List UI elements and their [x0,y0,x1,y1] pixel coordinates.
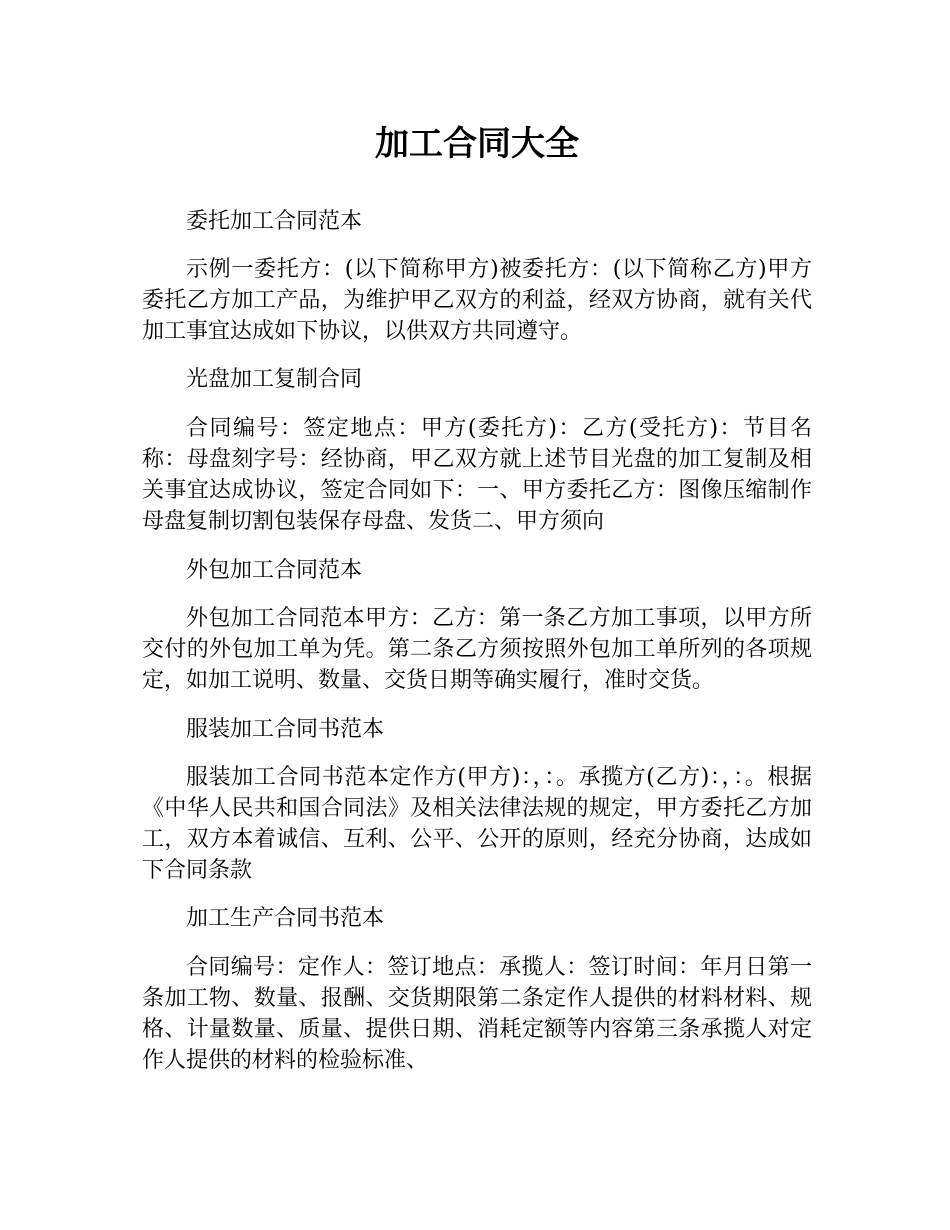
document-title: 加工合同大全 [375,124,579,164]
section-heading-1: 委托加工合同范本 [186,209,363,234]
section-body-3: 外包加工合同范本甲方：乙方：第一条乙方加工事项，以甲方所交付的外包加工单为凭。第二条乙方须按照外包加工单所列的各项规定，如加工说明、数量、交货日期等确实履行，准时交货。 [142,606,812,693]
section-body-2: 合同编号：签定地点：甲方(委托方)：乙方(受托方)：节目名称：母盘刻字号：经协商，甲乙双方就上述节目光盘的加工复制及相关事宜达成协议，签定合同如下：一、甲方委托乙方：图像压缩制作母盘复制切割包装保存母盘、发货二、甲方须向 [142,416,812,534]
section-heading-2: 光盘加工复制合同 [186,367,363,392]
section-body-4: 服装加工合同书范本定作方(甲方)：，：。承揽方(乙方)：，：。根据《中华人民共和国合同法》及相关法律法规的规定，甲方委托乙方加工，双方本着诚信、互利、公平、公开的原则，经充分协商，达成如下合同条款 [142,765,812,883]
section-heading-3: 外包加工合同范本 [186,558,363,583]
section-heading-5: 加工生产合同书范本 [186,906,385,931]
section-heading-4: 服装加工合同书范本 [186,717,385,742]
section-body-5: 合同编号：定作人：签订地点：承揽人：签订时间：年月日第一条加工物、数量、报酬、交货期限第二条定作人提供的材料材料、规格、计量数量、质量、提供日期、消耗定额等内容第三条承揽人对定作人提供的材料的检验标准、 [142,955,812,1073]
document-page [142,0,812,1076]
section-body-1: 示例一委托方：(以下简称甲方)被委托方：(以下简称乙方)甲方委托乙方加工产品，为维护甲乙双方的利益，经双方协商，就有关代加工事宜达成如下协议，以供双方共同遵守。 [142,257,812,344]
